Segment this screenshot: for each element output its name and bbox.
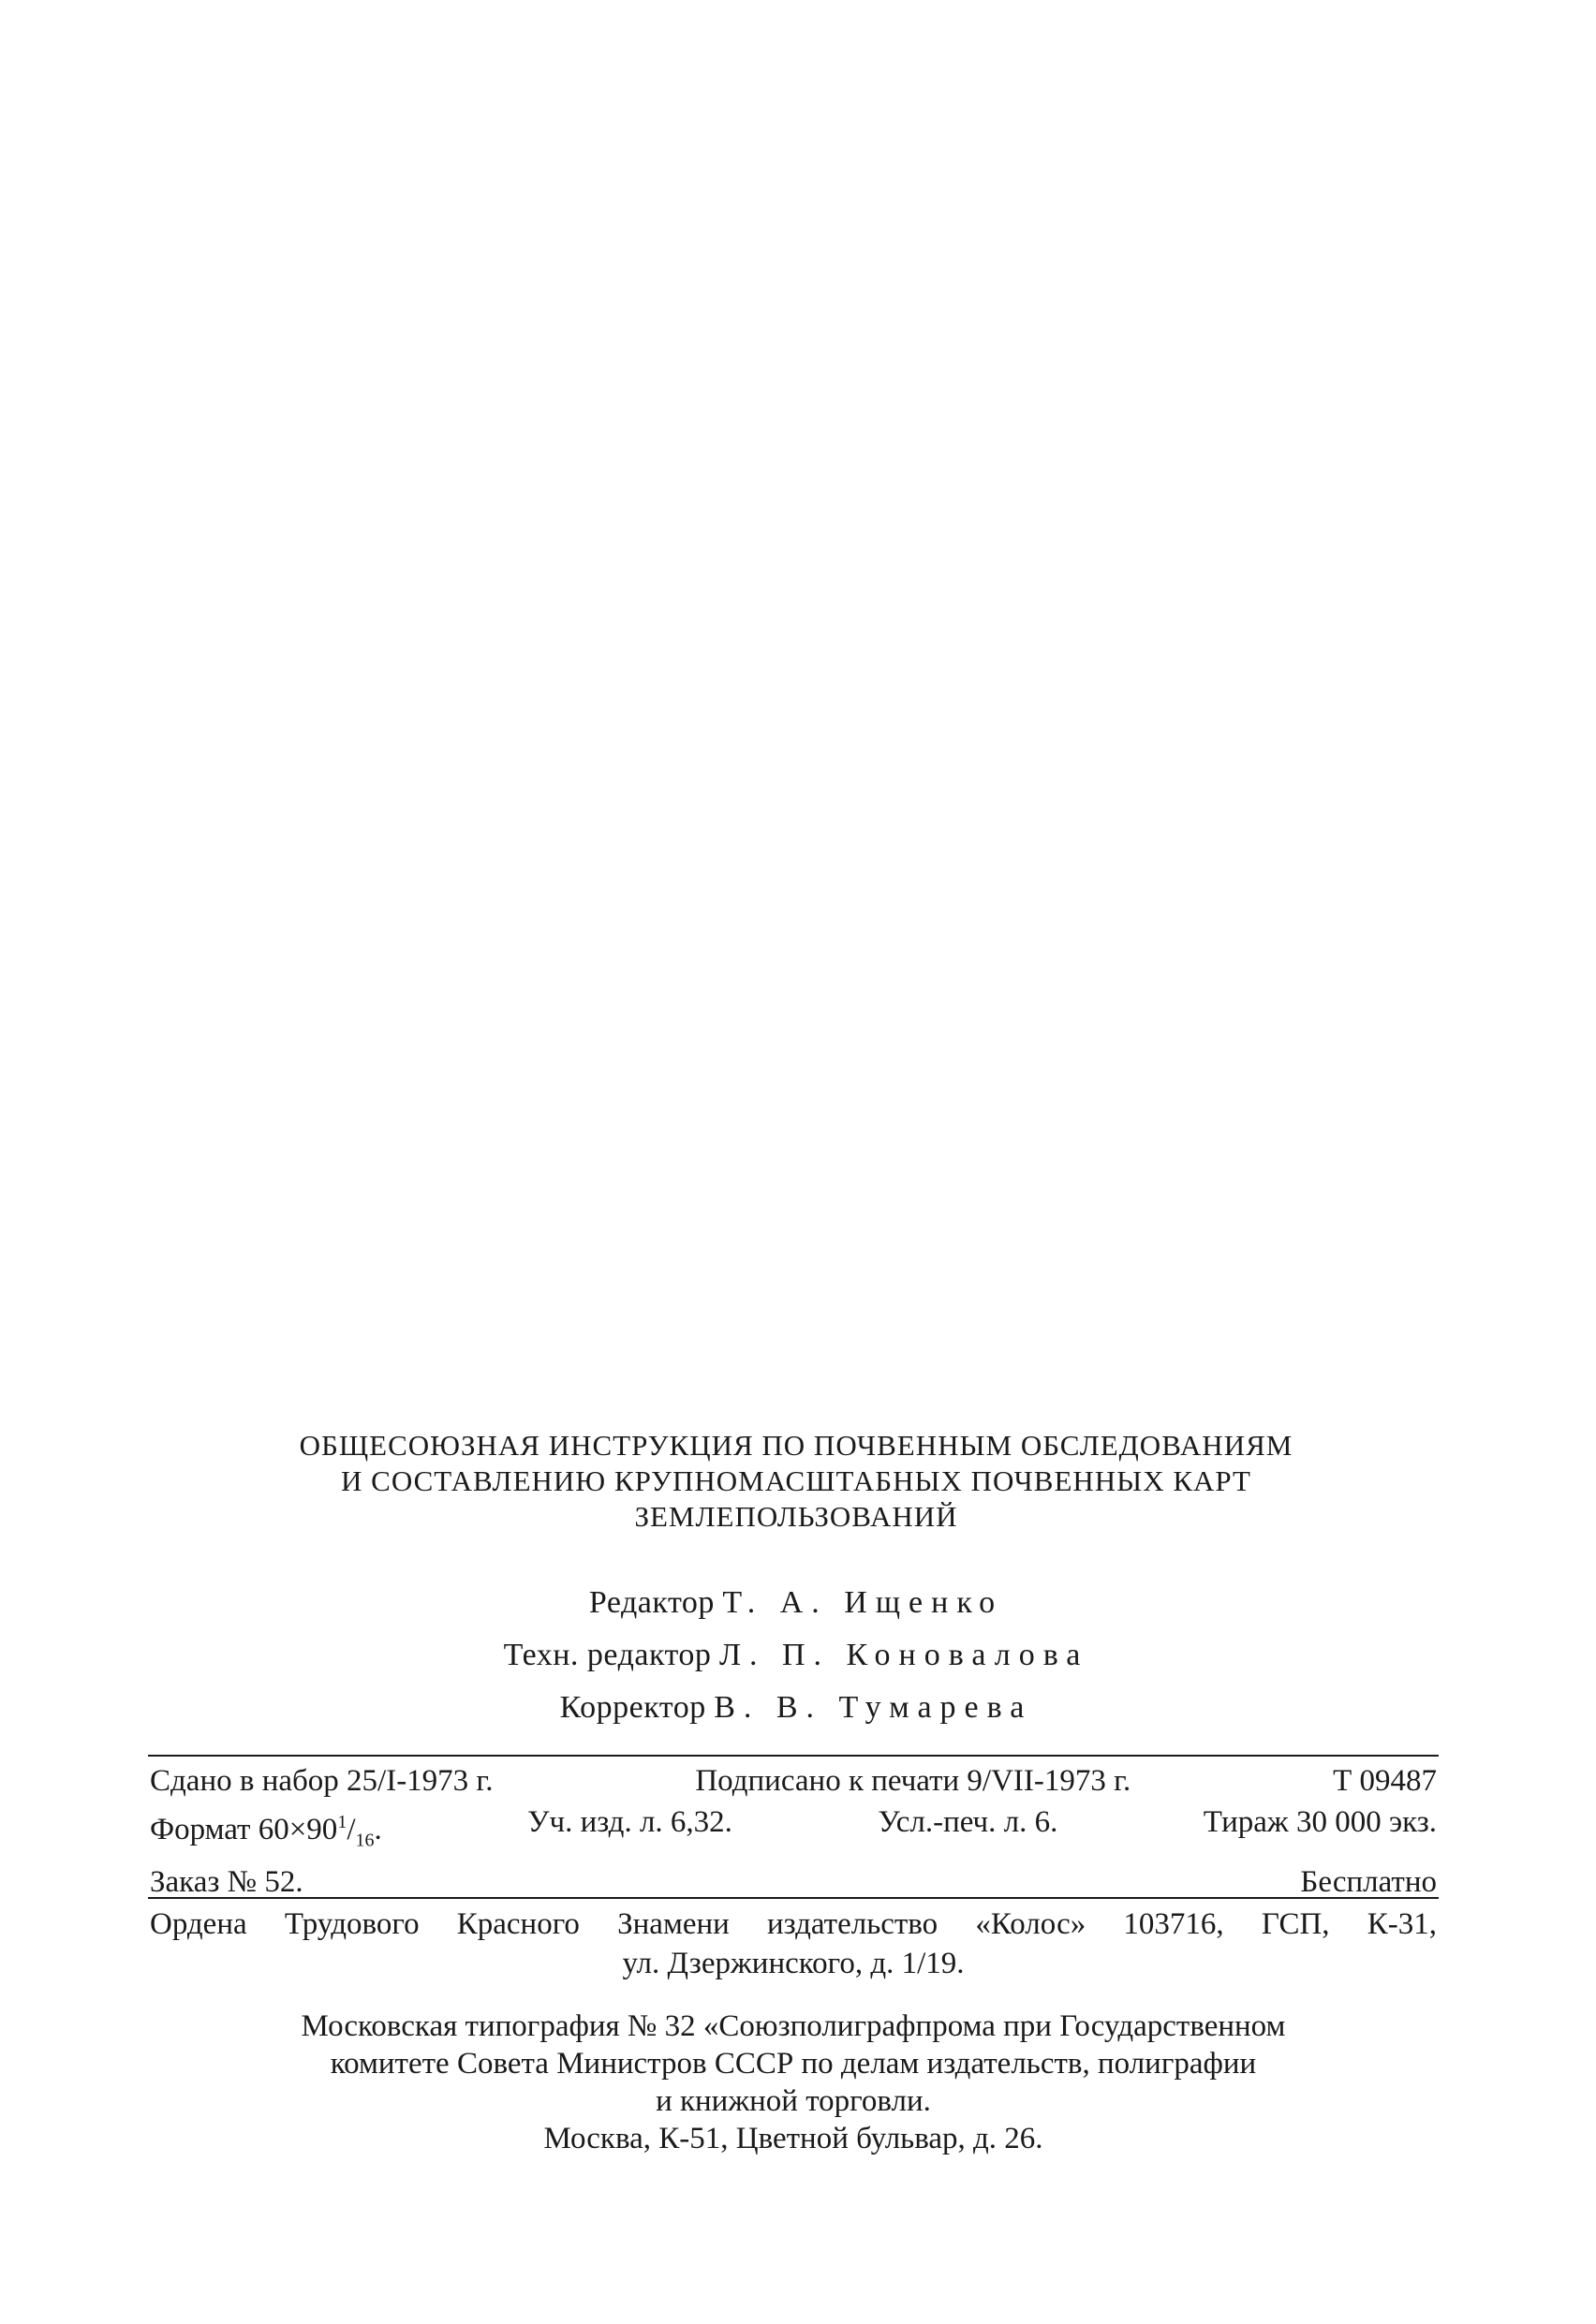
editor-name: Т. А. Ищенко [722,1585,1004,1620]
price-note: Бесплатно [1300,1864,1437,1899]
print-details [150,1760,1437,1903]
editorial-staff [187,1577,1405,1734]
corrector-name: В. В. Тумарева [714,1690,1033,1725]
imprint-row-1 [150,1760,1437,1802]
order-number: Заказ № 52. [150,1864,303,1899]
printer-info [150,2008,1437,2157]
signed-date: Подписано к печати 9/VII-1973 г. [695,1764,1131,1798]
title-line-1: ОБЩЕСОЮЗНАЯ ИНСТРУКЦИЯ ПО ПОЧВЕННЫМ ОБСЛЕДОВАНИЯМ [299,1429,1293,1462]
printer-line-3: и книжной торговли. [656,2084,931,2118]
imprint-row-2 [150,1802,1437,1861]
imprint-row-3 [150,1861,1437,1903]
format-value: Формат $60\times 90^1/_{16}$. [150,1812,382,1851]
printed-sheets: Усл.-печ. л. 6. [878,1805,1058,1839]
corrector-role: Корректор [559,1690,706,1725]
editor-line [187,1577,1405,1629]
publisher-line-2: ул. Дзержинского, д. 1/19. [622,1947,965,1980]
catalog-number: Т 09487 [1333,1764,1437,1798]
publisher-line-1: Ордена Трудового Красного Знамени издательство «Колос» 103716, ГСП, К-31, [150,1907,1437,1941]
publisher-info [150,1905,1437,1983]
book-title [140,1428,1452,1535]
divider-top [148,1755,1439,1757]
typeset-date: Сдано в набор 25/I-1973 г. [150,1764,494,1798]
printer-line-1: Московская типография № 32 «Союзполиграфпрома при Государственном [301,2009,1286,2043]
editor-role: Редактор [588,1585,715,1620]
corrector-line [187,1682,1405,1734]
print-run: Тираж 30 000 экз. [1203,1805,1437,1839]
publisher-sheets: Уч. изд. л. 6,32. [527,1805,732,1839]
printer-line-2: комитете Совета Министров СССР по делам издательств, полиграфии [330,2047,1257,2081]
title-line-3: ЗЕМЛЕПОЛЬЗОВАНИЙ [634,1500,958,1533]
printer-line-4: Москва, К-51, Цветной бульвар, д. 26. [543,2122,1043,2155]
tech-editor-line [187,1629,1405,1682]
divider-bottom [148,1897,1439,1899]
title-line-2: И СОСТАВЛЕНИЮ КРУПНОМАСШТАБНЫХ ПОЧВЕННЫХ КАРТ [341,1464,1251,1497]
tech-editor-name: Л. П. Коновалова [718,1638,1089,1672]
tech-editor-role: Техн. редактор [503,1638,712,1672]
